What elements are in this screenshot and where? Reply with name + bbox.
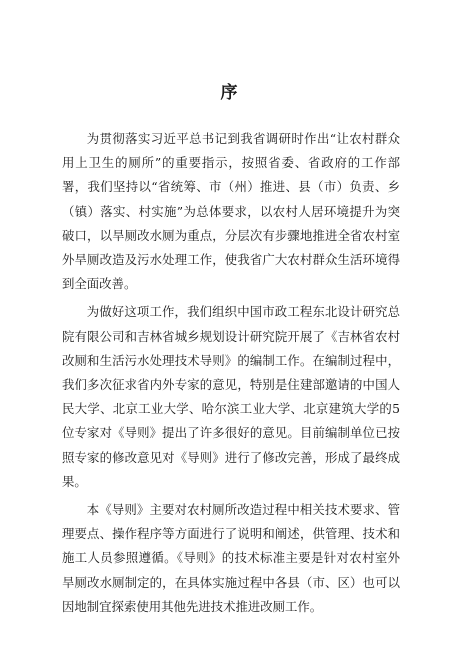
- paragraph-3: 本《导则》主要对农村厕所改造过程中相关技术要求、管理要点、操作程序等方面进行了说明和阐述，供管理、技术和施工人员参照遵循。《导则》的技术标准主要是针对农村室外旱厕改水厕制定的，在具体实施过程中各县（市、区）也可以因地制宜探索使用其他先进技术推进改厕工作。: [62, 502, 400, 614]
- page-title: 序: [220, 83, 240, 103]
- paragraph-1: 为贯彻落实习近平总书记到我省调研时作出“让农村群众用上卫生的厕所”的重要指示，按照省委、省政府的工作部署，我们坚持以“省统筹、市（州）推进、县（市）负责、乡（镇）落实、村实施”为总体要求，以农村人居环境提升为突破口，以旱厕改水厕为重点，分层次有步骤地推进全省农村室外旱厕改造及污水处理工作，使我省广大农村群众生活环境得到全面改善。: [62, 131, 400, 292]
- preface-body: [62, 127, 400, 623]
- paragraph-2: 为做好这项工作，我们组织中国市政工程东北设计研究总院有限公司和吉林省城乡规划设计研究院开展了《吉林省农村改厕和生活污水处理技术导则》的编制工作。在编制过程中，我们多次征求省内外专家的意见，特别是住建部邀请的中国人民大学、北京工业大学、哈尔滨工业大学、北京建筑大学的5位专家对《导则》提出了许多很好的意见。目前编制单位已按照专家的修改意见对《导则》进行了修改完善，形成了最终成果。: [62, 304, 400, 489]
